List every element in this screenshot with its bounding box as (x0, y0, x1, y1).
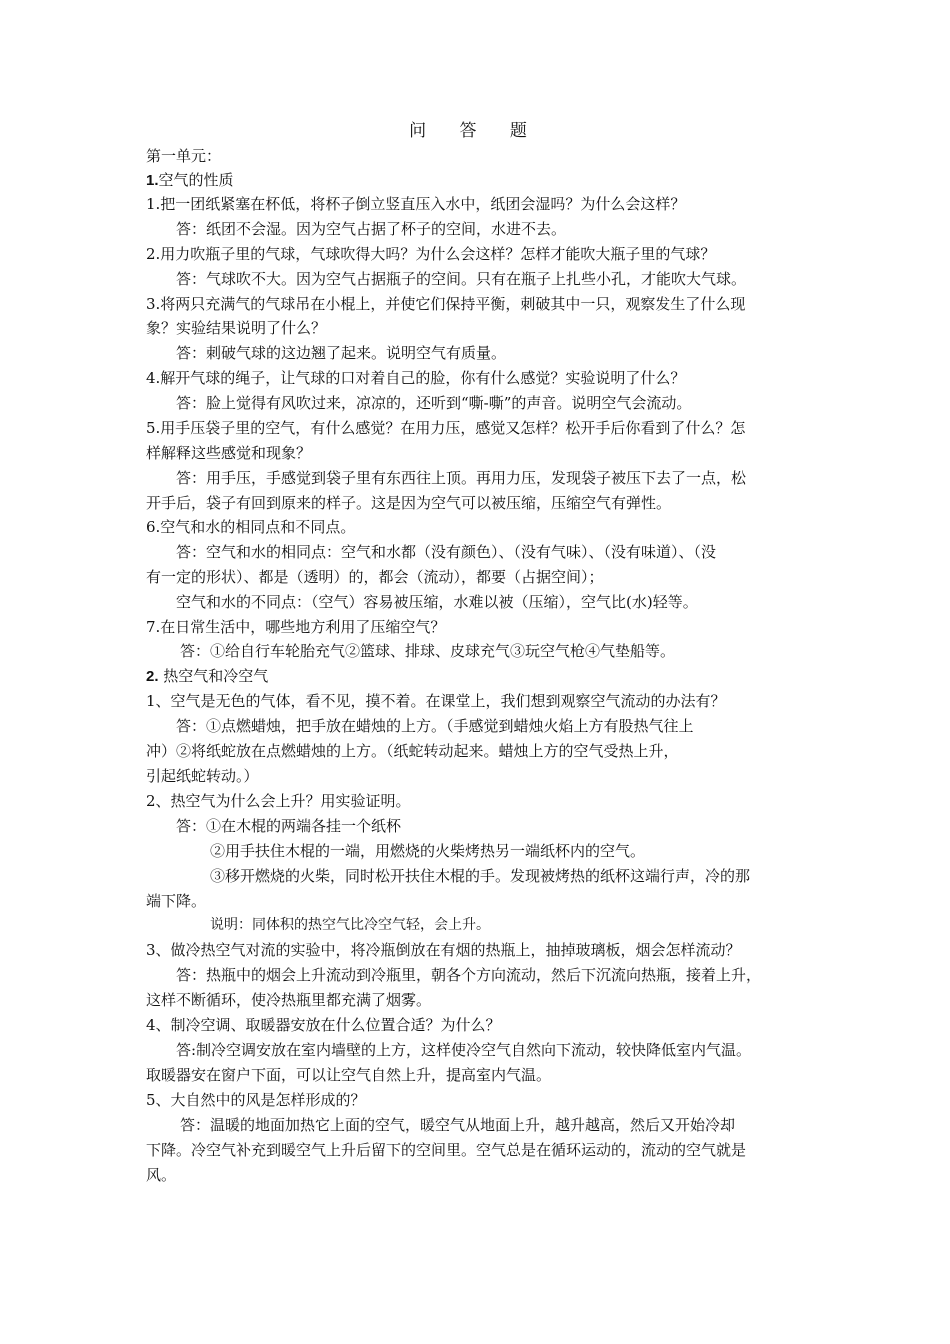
unit-heading: 第一单元： (146, 147, 222, 165)
section-2-title: 热空气和冷空气 (158, 667, 269, 685)
section-1-heading (146, 170, 812, 192)
answer-2-4-line1: 答:制冷空调安放在室内墙壁的上方，这样使冷空气自然向下流动，较快降低室内气温。 (176, 1041, 752, 1059)
answer-1-5-line1: 答：用手压，手感觉到袋子里有东西往上顶。再用力压，发现袋子被压下去了一点，松 (176, 469, 747, 487)
question-2-3: 3、做冷热空气对流的实验中，将冷瓶倒放在有烟的热瓶上，抽掉玻璃板，烟会怎样流动？ (146, 941, 741, 959)
answer-2-1-line3: 引起纸蛇转动。） (146, 767, 259, 785)
question-2-4: 4、制冷空调、取暖器安放在什么位置合适？为什么？ (146, 1016, 501, 1034)
answer-2-5-line1: 答：温暖的地面加热它上面的空气，暖空气从地面上升，越升越高，然后又开始冷却 (180, 1116, 736, 1134)
answer-1-6-line1: 答：空气和水的相同点：空气和水都（没有颜色）、（没有气味）、（没有味道）、（没 (176, 543, 717, 561)
question-2-5: 5、大自然中的风是怎样形成的？ (146, 1091, 366, 1109)
question-1-5-line1: 5.用手压袋子里的空气，有什么感觉？在用力压，感觉又怎样？松开手后你看到了什么？怎 (146, 419, 746, 437)
question-2-2: 2、热空气为什么会上升？用实验证明。 (146, 792, 411, 810)
answer-2-2-line2: ②用手扶住木棍的一端，用燃烧的火柴烤热另一端纸杯内的空气。 (210, 842, 646, 860)
answer-2-3-line2: 这样不断循环，使冷热瓶里都充满了烟雾。 (146, 991, 432, 1009)
answer-2-5-line2: 下降。冷空气补充到暖空气上升后留下的空间里。空气总是在循环运动的，流动的空气就是 (146, 1141, 747, 1159)
answer-2-2-line1: 答：①在木棍的两端各挂一个纸杯 (176, 817, 402, 835)
answer-2-5-line3: 风。 (146, 1166, 177, 1184)
question-1-1: 1.把一团纸紧塞在杯低，将杯子倒立竖直压入水中，纸团会湿吗？为什么会这样？ (146, 195, 686, 213)
question-1-5-line2: 样解释这些感觉和现象？ (146, 444, 312, 462)
answer-1-6-line2: 有一定的形状）、都是（透明）的，都会（流动），都要（占据空间）； (146, 568, 604, 586)
answer-2-2-line3: ③移开燃烧的火柴，同时松开扶住木棍的手。发现被烤热的纸杯这端行声，冷的那 (210, 867, 751, 885)
answer-2-3-line1: 答：热瓶中的烟会上升流动到冷瓶里，朝各个方向流动，然后下沉流向热瓶，接着上升， (176, 966, 762, 984)
answer-1-2: 答：气球吹不大。因为空气占据瓶子的空间。只有在瓶子上扎些小孔，才能吹大气球。 (176, 270, 747, 288)
answer-2-2-note: 说明：同体积的热空气比冷空气轻，会上升。 (210, 917, 490, 933)
question-1-7: 7.在日常生活中，哪些地方利用了压缩空气？ (146, 618, 446, 636)
section-2-heading (146, 666, 812, 688)
question-1-3-line1: 3.将两只充满气的气球吊在小棍上，并使它们保持平衡，刺破其中一只，观察发生了什么现 (146, 295, 746, 313)
question-1-4: 4.解开气球的绳子，让气球的口对着自己的脸，你有什么感觉？实验说明了什么？ (146, 369, 686, 387)
question-1-3-line2: 象？实验结果说明了什么？ (146, 319, 327, 337)
section-1-title: 空气的性质 (158, 171, 234, 189)
section-2-number: 2. (146, 668, 159, 685)
answer-2-1-line1: 答：①点燃蜡烛，把手放在蜡烛的上方。（手感觉到蜡烛火焰上方有股热气往上 (176, 717, 694, 735)
answer-1-6-line3: 空气和水的不同点：（空气）容易被压缩，水难以被（压缩），空气比(水)轻等。 (176, 593, 698, 611)
answer-1-3: 答：刺破气球的这边翘了起来。说明空气有质量。 (176, 344, 507, 362)
answer-2-2-line4: 端下降。 (146, 892, 207, 910)
question-2-1: 1、空气是无色的气体，看不见，摸不着。在课堂上，我们想到观察空气流动的办法有？ (146, 692, 726, 710)
answer-1-7: 答：①给自行车轮胎充气②篮球、排球、皮球充气③玩空气枪④气垫船等。 (180, 642, 676, 660)
question-1-6: 6.空气和水的相同点和不同点。 (146, 518, 356, 536)
answer-2-1-line2: 冲）②将纸蛇放在点燃蜡烛的上方。（纸蛇转动起来。蜡烛上方的空气受热上升， (146, 742, 679, 760)
section-1-number: 1. (146, 172, 159, 189)
answer-1-1: 答：纸团不会湿。因为空气占据了杯子的空间，水进不去。 (176, 220, 567, 238)
answer-1-5-line2: 开手后，袋子有回到原来的样子。这是因为空气可以被压缩，压缩空气有弹性。 (146, 494, 672, 512)
answer-1-4: 答：脸上觉得有风吹过来，凉凉的，还听到“嘶-嘶”的声音。说明空气会流动。 (176, 394, 692, 412)
question-1-2: 2.用力吹瓶子里的气球，气球吹得大吗？为什么会这样？怎样才能吹大瓶子里的气球？ (146, 245, 716, 263)
answer-2-4-line2: 取暖器安在窗户下面，可以让空气自然上升，提高室内气温。 (146, 1066, 552, 1084)
page-title: 问 答 题 (409, 121, 541, 141)
